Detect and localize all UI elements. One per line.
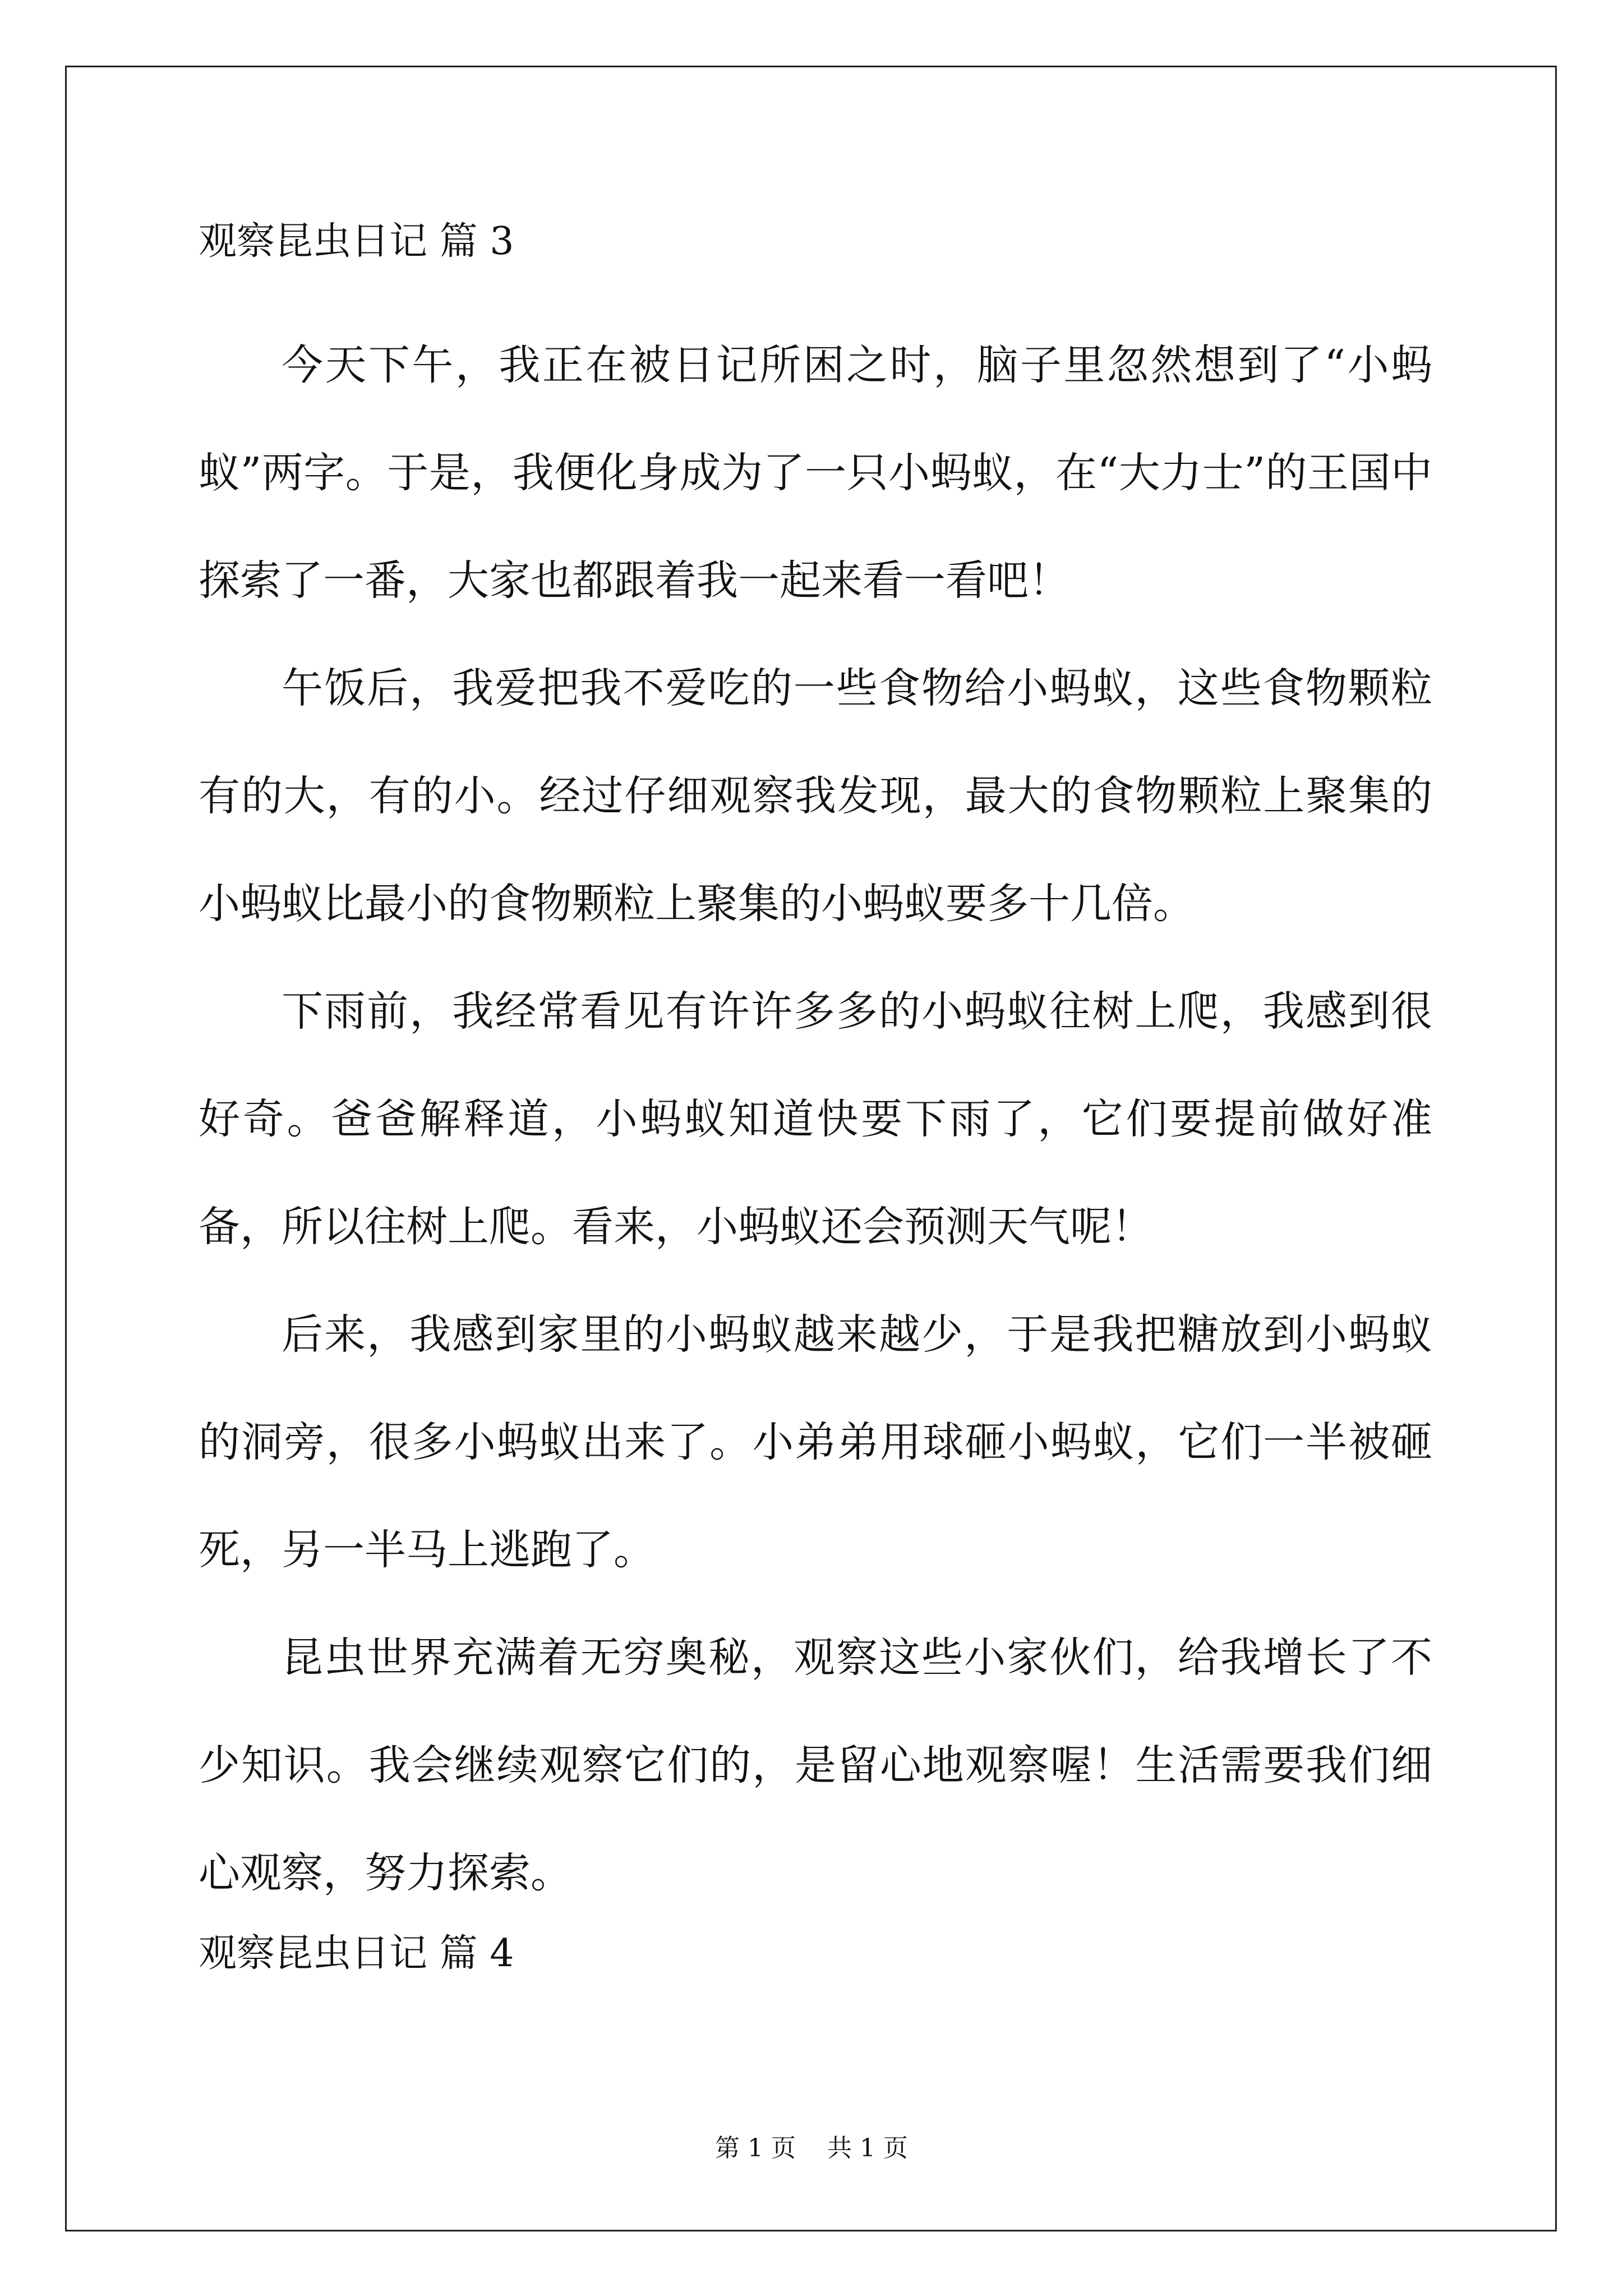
- paragraph: 后来，我感到家里的小蚂蚁越来越少，于是我把糖放到小蚂蚁的洞旁，很多小蚂蚁出来了。小弟弟用球砸小蚂蚁，它们一半被砸死，另一半马上逃跑了。: [199, 1310, 1432, 1574]
- paragraph: 今天下午，我正在被日记所困之时，脑子里忽然想到了“小蚂蚁”两字。于是，我便化身成为了一只小蚂蚁，在“大力士”的王国中探索了一番，大家也都跟着我一起来看一看吧！: [199, 341, 1432, 605]
- paragraph: 午饭后，我爱把我不爱吃的一些食物给小蚂蚁，这些食物颗粒有的大，有的小。经过仔细观察我发现，最大的食物颗粒上聚集的小蚂蚁比最小的食物颗粒上聚集的小蚂蚁要多十几倍。: [199, 664, 1432, 928]
- section-title: 观察昆虫日记 篇 4: [199, 1931, 514, 1976]
- page-footer: 第 1 页 共 1 页: [715, 2134, 908, 2162]
- document-body: [199, 215, 1432, 1981]
- paragraph: 下雨前，我经常看见有许许多多的小蚂蚁往树上爬，我感到很好奇。爸爸解释道，小蚂蚁知道快要下雨了，它们要提前做好准备，所以往树上爬。看来，小蚂蚁还会预测天气呢！: [199, 987, 1432, 1251]
- paragraph: 昆虫世界充满着无穷奥秘，观察这些小家伙们，给我增长了不少知识。我会继续观察它们的，是留心地观察喔！生活需要我们细心观察，努力探索。: [199, 1634, 1432, 1897]
- section-title: 观察昆虫日记 篇 3: [199, 219, 514, 264]
